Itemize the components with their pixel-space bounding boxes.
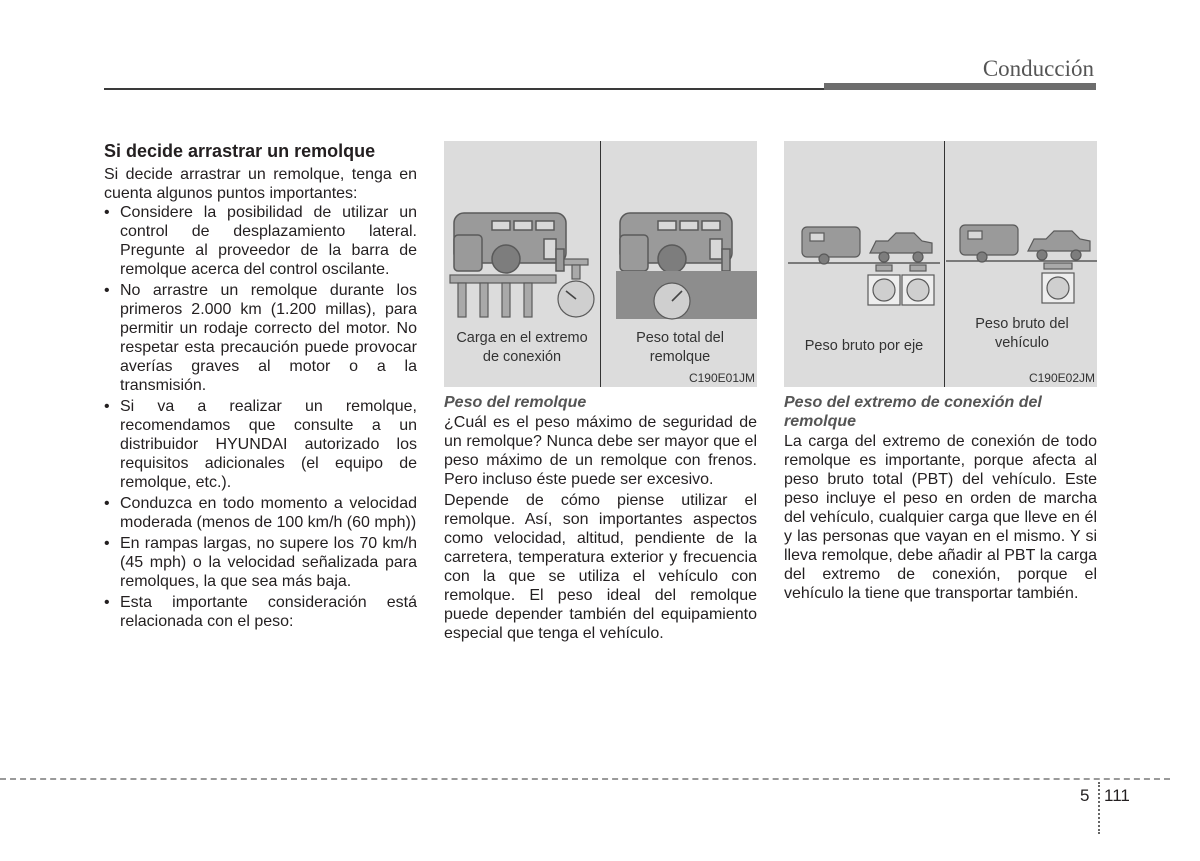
chapter-number: 5 xyxy=(1080,786,1090,805)
right-column xyxy=(784,393,1097,603)
figure-code: C190E02JM xyxy=(1028,371,1095,385)
figure-label-total-weight: Peso total del remolque xyxy=(636,330,724,365)
intro-paragraph: Si decide arrastrar un remolque, tenga en cuenta algunos puntos importantes: xyxy=(104,166,417,202)
scale-gauge-icon xyxy=(868,265,934,305)
bridge-icon xyxy=(450,275,556,317)
page-header-title: Conducción xyxy=(982,56,1094,81)
scale-gauge-icon xyxy=(1042,263,1074,303)
car-icon xyxy=(870,233,932,262)
figure-label-tongue-load: Carga en el extremo de conexión xyxy=(456,330,588,365)
figure-label-axle-weight: Peso bruto por eje xyxy=(804,338,924,354)
header-rule xyxy=(104,88,824,90)
paragraph: La carga del extremo de conexión de todo remolque es importante, porque afecta al peso bruto total (PBT) del vehículo. Este peso incluye el peso en orden de marcha del vehículo, cualquier carga que lleve en él y las personas que vayan en el mismo. Y si lleva remolque, debe añadir al PBT la carga del extremo de conexión, porque el vehículo la tiene que transportar también. xyxy=(784,433,1097,602)
figure-caption: Peso del remolque xyxy=(444,394,587,411)
list-item: • Esta importante consideración está relacionada con el peso: xyxy=(104,593,417,631)
figure-trailer-weight xyxy=(444,141,757,387)
figure-caption: Peso del extremo de conexión del remolque xyxy=(784,394,1042,430)
car-icon xyxy=(1028,231,1090,260)
figure-gross-weight xyxy=(784,141,1097,387)
header-rule-accent xyxy=(824,83,1096,90)
figure-divider xyxy=(600,141,601,387)
list-item: • Conduzca en todo momento a velocidad moderada (menos de 100 km/h (60 mph)) xyxy=(104,494,417,532)
paragraph: ¿Cuál es el peso máximo de seguridad de un remolque? Nunca debe ser mayor que el peso máximo de un remolque con frenos. Pero incluso éste puede ser excesivo. xyxy=(444,414,757,488)
trailer-icon xyxy=(620,213,732,273)
trailer-icon xyxy=(454,213,566,273)
page-number: 111 xyxy=(1104,786,1130,805)
left-column xyxy=(104,140,417,633)
bullet-list xyxy=(104,203,417,631)
figure-divider xyxy=(944,141,945,387)
section-heading: Si decide arrastrar un remolque xyxy=(104,141,376,161)
middle-column xyxy=(444,393,757,643)
figure-code: C190E01JM xyxy=(688,371,755,385)
trailer-icon xyxy=(960,225,1018,262)
list-item: • No arrastre un remolque durante los primeros 2.000 km (1.200 millas), para permitir un rodaje correcto del motor. No respetar esta precaución puede provocar averías graves al motor o a la transmisión. xyxy=(104,281,417,395)
figure-label-vehicle-gross-weight: Peso bruto del vehículo xyxy=(975,316,1069,351)
scale-gauge-icon xyxy=(654,283,690,319)
list-item: • Si va a realizar un remolque, recomendamos que consulte a un distribuidor HYUNDAI autorizado los requisitos adicionales (el equipo de remolque, etc.). xyxy=(104,397,417,492)
trailer-icon xyxy=(802,227,860,264)
list-item: • Considere la posibilidad de utilizar un control de desplazamiento lateral. Pregunte al proveedor de la barra de remolque acerca del control oscilante. xyxy=(104,203,417,279)
list-item: • En rampas largas, no supere los 70 km/h (45 mph) o la velocidad señalizada para remolques, la que sea más baja. xyxy=(104,534,417,591)
paragraph: Depende de cómo piense utilizar el remolque. Así, son importantes aspectos como velocidad, altitud, pendiente de la carretera, temperatura exterior y frecuencia con la que se utiliza el vehículo con remolque. El peso ideal del remolque puede depender también del equipamiento especial que tenga el vehículo. xyxy=(444,492,757,642)
footer-rule xyxy=(0,778,1170,780)
footer-divider xyxy=(1098,782,1100,834)
